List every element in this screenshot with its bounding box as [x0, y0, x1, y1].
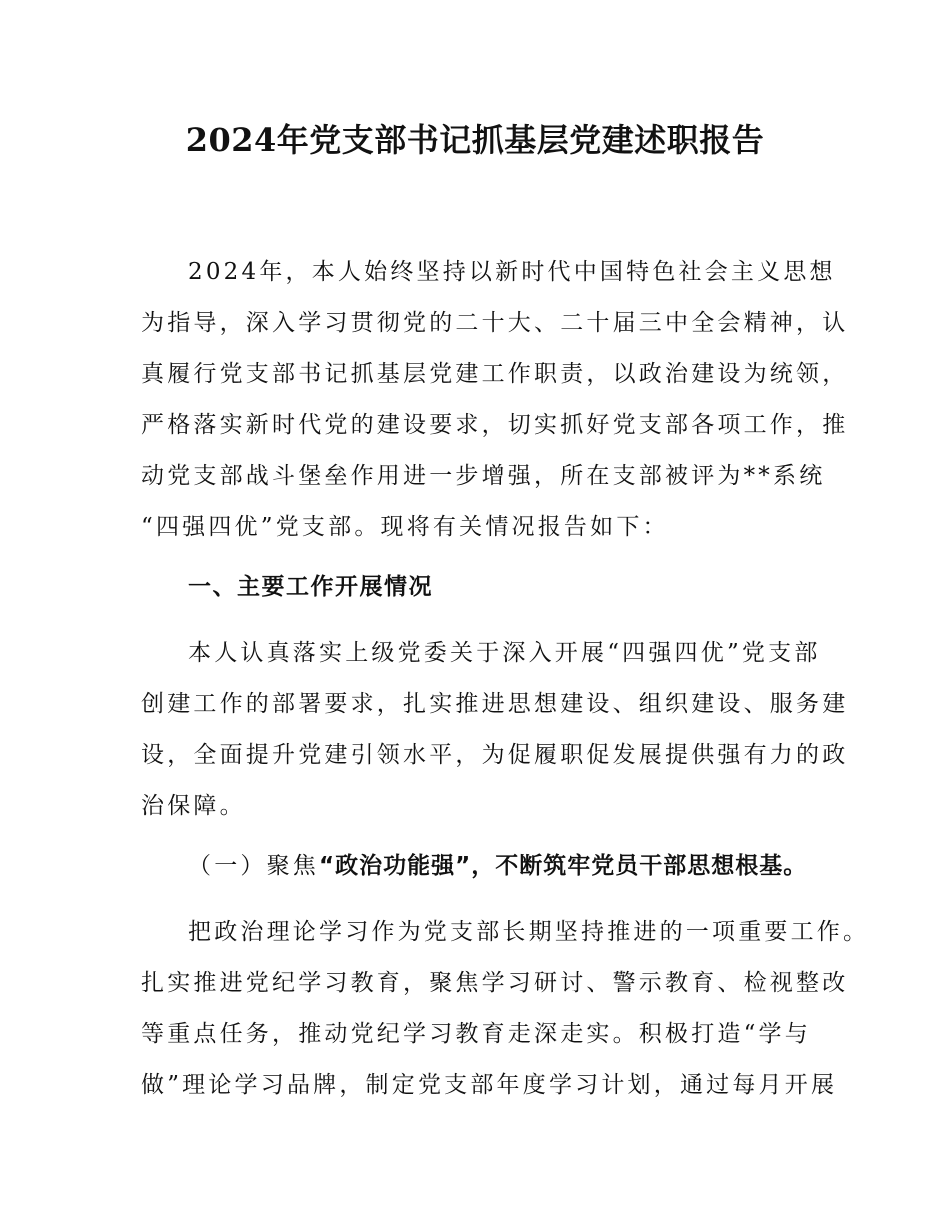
subsection-1-line-4: 做”理论学习品牌，制定党支部年度学习计划，通过每月开展	[141, 1072, 838, 1098]
subsection-1-line-2: 扎实推进党纪学习教育，聚焦学习研讨、警示教育、检视整改	[141, 970, 849, 996]
subsection-1-bold-text: “政治功能强”，不断筑牢党员干部思想根基。	[319, 853, 808, 879]
document-title: 2024年党支部书记抓基层党建述职报告	[185, 121, 765, 159]
intro-line-3: 真履行党支部书记抓基层党建工作职责，以政治建设为统领，	[141, 361, 849, 387]
subsection-1-line-1: 把政治理论学习作为党支部长期坚持推进的一项重要工作。	[188, 919, 870, 945]
intro-line-2: 为指导，深入学习贯彻党的二十大、二十届三中全会精神，认	[141, 310, 849, 336]
intro-line-5: 动党支部战斗堡垒作用进一步增强，所在支部被评为**系统	[141, 463, 826, 489]
section-1-line-4: 治保障。	[141, 793, 246, 819]
section-1-line-3: 设，全面提升党建引领水平，为促履职促发展提供强有力的政	[141, 742, 849, 768]
subsection-1-prefix: （一）聚焦	[188, 853, 319, 879]
intro-line-4: 严格落实新时代党的建设要求，切实抓好党支部各项工作，推	[141, 412, 849, 438]
intro-line-1: 2024年，本人始终坚持以新时代中国特色社会主义思想	[188, 259, 836, 285]
section-1-line-2: 创建工作的部署要求，扎实推进思想建设、组织建设、服务建	[141, 691, 849, 717]
subsection-1-heading	[188, 849, 807, 883]
intro-line-6: “四强四优”党支部。现将有关情况报告如下：	[141, 514, 669, 540]
subsection-1-line-3: 等重点任务，推动党纪学习教育走深走实。积极打造“学与	[141, 1021, 811, 1047]
section-1-line-1: 本人认真落实上级党委关于深入开展“四强四优”党支部	[188, 640, 821, 666]
section-1-heading: 一、主要工作开展情况	[188, 574, 433, 600]
